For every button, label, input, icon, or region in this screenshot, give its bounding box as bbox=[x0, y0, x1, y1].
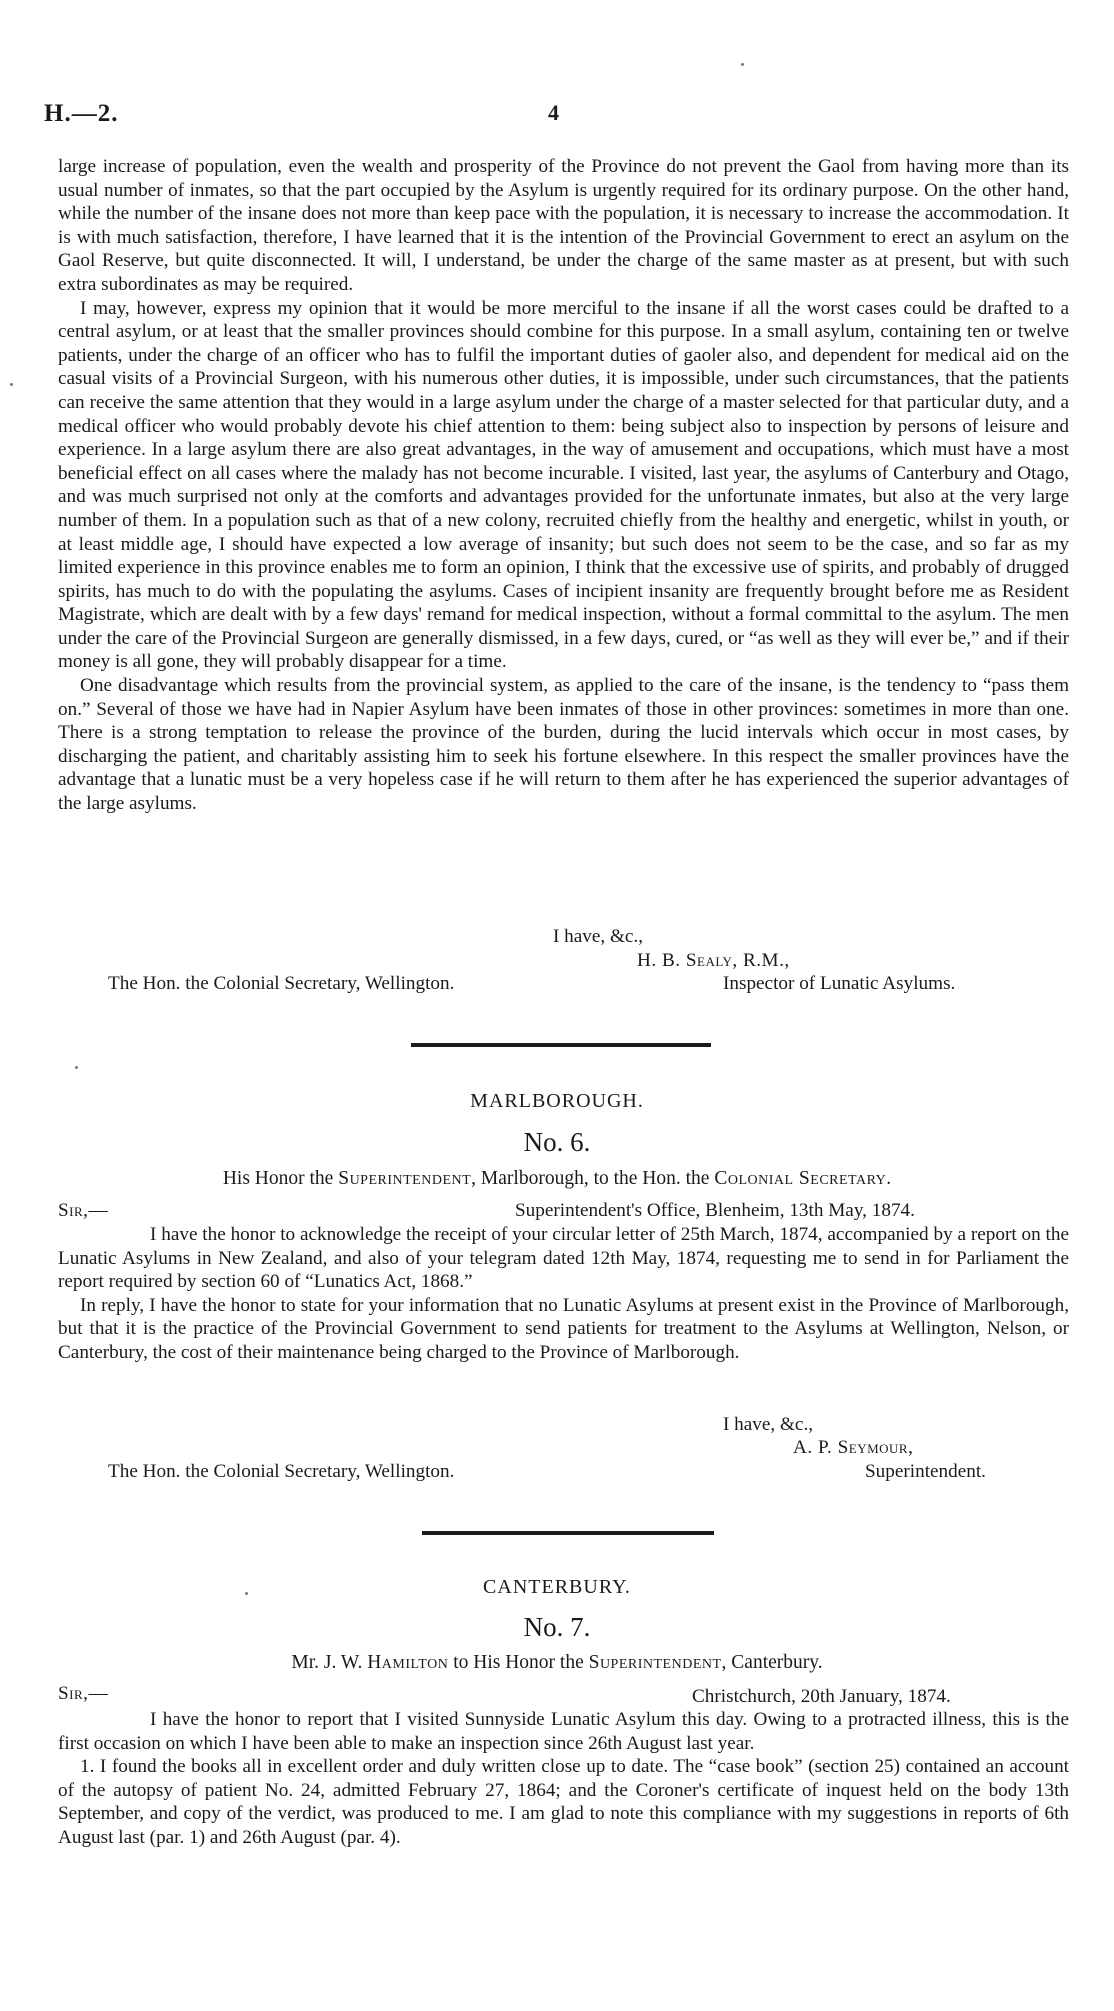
section-heading-marlborough: MARLBOROUGH. bbox=[470, 1090, 644, 1112]
signatory: A. P. Seymour, bbox=[793, 1437, 914, 1458]
section-heading-canterbury: CANTERBURY. bbox=[483, 1576, 631, 1598]
paragraph: large increase of population, even the wealth and prosperity of the Province do not prevent the Gaol from having more than its usual number of inmates, so that the part occupied by the Asylum is urgently required for its ordinary purpose. On the other hand, while the number of the insane does not more than keep pace with the population, it is necessary to increase the accommodation. It is with much satisfaction, therefore, I have learned that it is the intention of the Provincial Government to erect an asylum on the Gaol Reserve, but quite disconnected. It will, I understand, be under the charge of the same master as at present, but with such extra subordinates as may be required. bbox=[58, 156, 1069, 295]
dateline: Christchurch, 20th January, 1874. bbox=[692, 1686, 951, 1707]
signatory: H. B. Sealy, R.M., bbox=[637, 950, 790, 971]
closing: I have, &c., bbox=[553, 926, 644, 947]
letter-from-to: His Honor the Superintendent, Marlborough, to the Hon. the Colonial Secretary. bbox=[222, 1168, 892, 1189]
paragraph: In reply, I have the honor to state for your information that no Lunatic Asylums at present exist in the Province of Marlborough, but that it is the practice of the Provincial Government to send patients for treatment to the Asylums at Wellington, Nelson, or Canterbury, the cost of their maintenance being charged to the Province of Marlborough. bbox=[58, 1294, 1069, 1363]
document-reference: H.—2. bbox=[44, 100, 119, 127]
section-divider bbox=[411, 1043, 711, 1047]
closing: I have, &c., bbox=[723, 1414, 814, 1435]
page-number: 4 bbox=[548, 100, 559, 125]
canterbury-letter-body bbox=[58, 1708, 1069, 1850]
letter-from-to: Mr. J. W. Hamilton to His Honor the Superintendent, Canterbury. bbox=[291, 1652, 823, 1673]
addressee: The Hon. the Colonial Secretary, Wellington. bbox=[108, 973, 455, 994]
paragraph: I may, however, express my opinion that it would be more merciful to the insane if all the worst cases could be drafted to a central asylum, or at least that the smaller provinces should combine for this purpose. In a small asylum, containing ten or twelve patients, under the charge of an officer who has to fulfil the important duties of gaoler also, and dependent for medical aid on the casual visits of a Provincial Surgeon, with his numerous other duties, it is impossible, under such circumstances, that the patients can receive the same attention that they would in a large asylum under the charge of a master selected for that particular duty, and a medical officer who would probably devote his chief attention to them: being subject also to inspection by persons of leisure and experience. In a large asylum there are also great advantages, in the way of amusement and occupations, which must have a most beneficial effect on all cases where the malady has not become incurable. I visited, last year, the asylums of Canterbury and Otago, and was much surprised not only at the comforts and advantages provided for the unfortunate inmates, but also at the very large number of them. In a population such as that of a new colony, recruited chiefly from the healthy and energetic, whilst in youth, or at least middle age, I should have expected a low average of insanity; but such does not seem to be the case, and so far as my limited experience in this province enables me to form an opinion, I think that the excessive use of spirits, and probably of drugged spirits, has much to do with the populating the asylums. Cases of incipient insanity are frequently brought before me as Resident Magistrate, which are dealt with by a few days' remand for medical inspection, without a formal committal to the asylum. The men under the care of the Provincial Surgeon are generally dismissed, in a few days, cured, or “as well as they will ever be,” and if their money is all gone, they will probably disappear for a time. bbox=[58, 297, 1069, 673]
paragraph: I have the honor to acknowledge the receipt of your circular letter of 25th March, 1874, accompanied by a report on the Lunatic Asylums in New Zealand, and also of your telegram dated 12th May, 1874, requesting me to send in for Parliament the report required by section 60 of “Lunatics Act, 1868.” bbox=[58, 1224, 1069, 1293]
scan-speck bbox=[75, 1066, 78, 1069]
napier-report-body bbox=[58, 155, 1069, 816]
marlborough-letter-body bbox=[58, 1223, 1069, 1365]
salutation: Sir,— bbox=[58, 1683, 109, 1704]
letter-number: No. 6. bbox=[523, 1127, 591, 1157]
scan-speck bbox=[741, 63, 744, 66]
paragraph: I have the honor to report that I visited Sunnyside Lunatic Asylum this day. Owing to a protracted illness, this is the first occasion on which I have been able to make an inspection since 26th August last year. bbox=[58, 1709, 1069, 1754]
addressee: The Hon. the Colonial Secretary, Wellington. bbox=[108, 1461, 455, 1482]
paragraph: One disadvantage which results from the provincial system, as applied to the care of the insane, is the tendency to “pass them on.” Several of those we have had in Napier Asylum have been inmates of those in other provinces: sometimes in more than one. There is a strong temptation to release the province of the burden, during the lucid intervals which occur in most cases, by discharging the patient, and charitably assisting him to seek his fortune elsewhere. In this respect the smaller provinces have the advantage that a lunatic must be a very hopeless case if he will return to them after he has experienced the superior advantages of the large asylums. bbox=[58, 675, 1069, 815]
signatory-title: Inspector of Lunatic Asylums. bbox=[723, 973, 956, 994]
section-divider bbox=[422, 1531, 714, 1535]
paragraph: 1. I found the books all in excellent order and duly written close up to date. The “case book” (section 25) contained an account of the autopsy of patient No. 24, admitted February 27, 1864; and the Coroner's certificate of inquest held on the body 13th September, and copy of the verdict, was produced to me. I am glad to note this compliance with my suggestions in reports of 6th August last (par. 1) and 26th August (par. 4). bbox=[58, 1756, 1069, 1848]
signatory-title: Superintendent. bbox=[865, 1461, 986, 1482]
salutation: Sir,— bbox=[58, 1200, 109, 1221]
letter-number: No. 7. bbox=[523, 1612, 591, 1642]
scan-speck bbox=[10, 383, 13, 386]
dateline: Superintendent's Office, Blenheim, 13th May, 1874. bbox=[515, 1200, 915, 1221]
